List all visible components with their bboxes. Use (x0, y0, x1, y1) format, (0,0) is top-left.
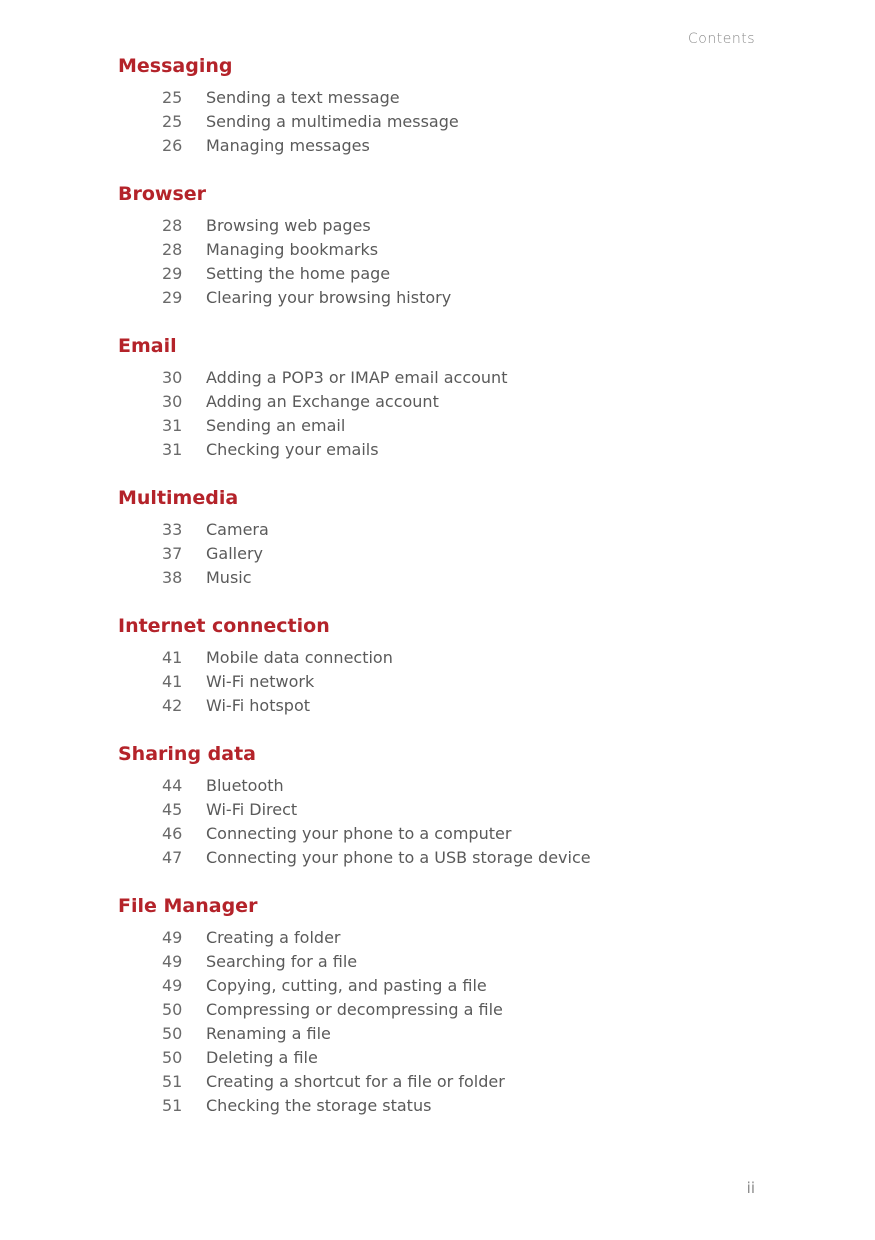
entry-page-number: 30 (162, 368, 183, 387)
entry-title: Creating a folder (206, 928, 341, 947)
entry-page-number: 45 (162, 800, 183, 819)
entry-page-number: 30 (162, 392, 183, 411)
entry-page-number: 50 (162, 1024, 183, 1043)
entry-page-number: 29 (162, 264, 183, 283)
entry-title: Setting the home page (206, 264, 391, 283)
entry-page-number: 28 (162, 240, 183, 259)
entry-title: Deleting a file (206, 1048, 318, 1067)
section-title: File Manager (118, 895, 258, 917)
entry-title: Connecting your phone to a USB storage device (206, 848, 591, 867)
entry-title: Managing messages (206, 136, 370, 155)
entry-list (118, 518, 758, 590)
toc-entry[interactable] (118, 950, 758, 974)
toc-entry[interactable] (118, 822, 758, 846)
toc-entry[interactable] (118, 214, 758, 238)
entry-page-number: 38 (162, 568, 183, 587)
entry-page-number: 44 (162, 776, 183, 795)
entry-page-number: 51 (162, 1072, 183, 1091)
entry-title: Connecting your phone to a computer (206, 824, 512, 843)
running-header: Contents (688, 31, 755, 47)
entry-page-number: 42 (162, 696, 183, 715)
entry-title: Sending a text message (206, 88, 400, 107)
entry-title: Checking the storage status (206, 1096, 432, 1115)
toc-entry[interactable] (118, 1094, 758, 1118)
toc-entry[interactable] (118, 542, 758, 566)
entry-list (118, 646, 758, 718)
toc-section-sharing-data (118, 740, 758, 870)
entry-title: Compressing or decompressing a file (206, 1000, 503, 1019)
entry-list (118, 926, 758, 1118)
entry-title: Renaming a file (206, 1024, 331, 1043)
entry-title: Clearing your browsing history (206, 288, 452, 307)
entry-title: Checking your emails (206, 440, 379, 459)
toc-section-file-manager (118, 892, 758, 1118)
toc-entry[interactable] (118, 926, 758, 950)
entry-title: Wi-Fi Direct (206, 800, 298, 819)
entry-title: Sending an email (206, 416, 346, 435)
toc-entry[interactable] (118, 86, 758, 110)
entry-title: Wi-Fi hotspot (206, 696, 311, 715)
entry-page-number: 25 (162, 112, 183, 131)
entry-page-number: 33 (162, 520, 183, 539)
toc-entry[interactable] (118, 846, 758, 870)
toc-entry[interactable] (118, 1046, 758, 1070)
toc-entry[interactable] (118, 390, 758, 414)
entry-page-number: 51 (162, 1096, 183, 1115)
entry-title: Browsing web pages (206, 216, 371, 235)
section-title: Multimedia (118, 487, 239, 509)
section-title: Email (118, 335, 177, 357)
toc-entry[interactable] (118, 998, 758, 1022)
entry-title: Camera (206, 520, 269, 539)
toc-entry[interactable] (118, 1070, 758, 1094)
entry-page-number: 49 (162, 952, 183, 971)
section-title: Messaging (118, 55, 233, 77)
entry-title: Wi-Fi network (206, 672, 315, 691)
table-of-contents (118, 52, 758, 1118)
toc-entry[interactable] (118, 518, 758, 542)
toc-section-internet-connection (118, 612, 758, 718)
toc-entry[interactable] (118, 438, 758, 462)
entry-title: Adding a POP3 or IMAP email account (206, 368, 508, 387)
entry-page-number: 41 (162, 672, 183, 691)
entry-title: Sending a multimedia message (206, 112, 459, 131)
section-title: Internet connection (118, 615, 330, 637)
entry-page-number: 37 (162, 544, 183, 563)
entry-page-number: 26 (162, 136, 183, 155)
entry-page-number: 49 (162, 976, 183, 995)
entry-title: Bluetooth (206, 776, 284, 795)
toc-section-messaging (118, 52, 758, 158)
entry-page-number: 41 (162, 648, 183, 667)
toc-entry[interactable] (118, 694, 758, 718)
entry-page-number: 49 (162, 928, 183, 947)
entry-page-number: 50 (162, 1000, 183, 1019)
toc-section-multimedia (118, 484, 758, 590)
entry-title: Mobile data connection (206, 648, 393, 667)
entry-title: Gallery (206, 544, 263, 563)
toc-entry[interactable] (118, 670, 758, 694)
toc-entry[interactable] (118, 238, 758, 262)
toc-entry[interactable] (118, 974, 758, 998)
toc-entry[interactable] (118, 134, 758, 158)
entry-page-number: 31 (162, 416, 183, 435)
section-title: Browser (118, 183, 207, 205)
entry-list (118, 86, 758, 158)
entry-list (118, 774, 758, 870)
entry-page-number: 31 (162, 440, 183, 459)
entry-title: Adding an Exchange account (206, 392, 439, 411)
entry-page-number: 50 (162, 1048, 183, 1067)
entry-page-number: 25 (162, 88, 183, 107)
toc-entry[interactable] (118, 110, 758, 134)
toc-entry[interactable] (118, 286, 758, 310)
toc-section-email (118, 332, 758, 462)
entry-page-number: 29 (162, 288, 183, 307)
entry-title: Managing bookmarks (206, 240, 379, 259)
entry-list (118, 366, 758, 462)
toc-entry[interactable] (118, 566, 758, 590)
toc-entry[interactable] (118, 366, 758, 390)
entry-page-number: 47 (162, 848, 183, 867)
entry-title: Creating a shortcut for a file or folder (206, 1072, 505, 1091)
toc-section-browser (118, 180, 758, 310)
entry-title: Music (206, 568, 252, 587)
entry-title: Searching for a file (206, 952, 358, 971)
entry-title: Copying, cutting, and pasting a file (206, 976, 487, 995)
toc-entry[interactable] (118, 646, 758, 670)
toc-entry[interactable] (118, 1022, 758, 1046)
toc-entry[interactable] (118, 774, 758, 798)
page-number: ii (746, 1179, 755, 1197)
toc-entry[interactable] (118, 414, 758, 438)
toc-entry[interactable] (118, 798, 758, 822)
entry-page-number: 46 (162, 824, 183, 843)
section-title: Sharing data (118, 743, 256, 765)
entry-list (118, 214, 758, 310)
entry-page-number: 28 (162, 216, 183, 235)
toc-entry[interactable] (118, 262, 758, 286)
